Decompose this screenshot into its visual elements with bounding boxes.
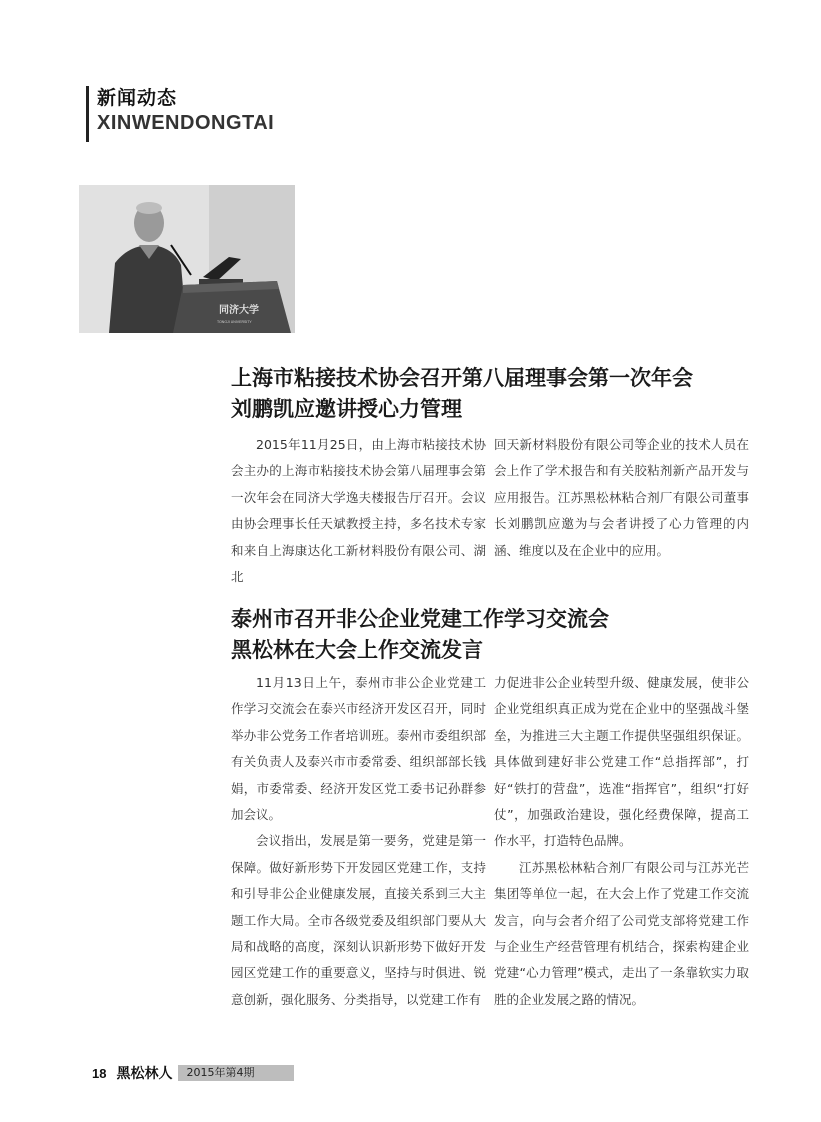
section-title-cn: 新闻动态 [97, 87, 178, 109]
lectern-sublabel: TONGJI UNIVERSITY [217, 320, 252, 324]
article1-headline-line2: 刘鹏凯应邀讲授心力管理 [231, 396, 462, 421]
article2-paragraph-2: 会议指出，发展是第一要务，党建是第一保障。做好新形势下开发园区党建工作，支持和引导非公企业健康发展，直接关系到三大主题工作大局。全市各级党委及组织部门要从大局和战略的高度，深刻认识新形势下做好开发园区党建工作的重要意义，坚持与时俱进、锐意创新，强化服务、分类指导，以党建工作有 [231, 833, 486, 1007]
article2-column-right [494, 670, 749, 1013]
lectern-label: 同济大学 [219, 305, 259, 316]
article2-headline-line2: 黑松林在大会上作交流发言 [231, 637, 483, 662]
page-number: 18 [92, 1065, 107, 1081]
section-title-en: XINWENDONGTAI [97, 112, 275, 134]
article2-headline [231, 603, 609, 665]
article2-paragraph-2-cont: 力促进非公企业转型升级、健康发展，使非公企业党组织真正成为党在企业中的坚强战斗堡垒，为推进三大主题工作提供坚强组织保证。具体做到建好非公党建工作“总指挥部”，打好“铁打的营盘”，选准“指挥官”，组织“打好仗”，加强政治建设，强化经费保障，提高工作水平，打造特色品牌。 [494, 675, 749, 849]
issue-label: 2015年第4期 [178, 1065, 294, 1081]
article1-column-right [494, 432, 749, 564]
article1-paragraph-1-cont: 回天新材料股份有限公司等企业的技术人员在会上作了学术报告和有关胶粘剂新产品开发与应用报告。江苏黑松林粘合剂厂有限公司董事长刘鹏凯应邀为与会者讲授了心力管理的内涵、维度以及在企业中的应用。 [494, 437, 749, 558]
section-header [86, 86, 274, 142]
article1-headline-line1: 上海市粘接技术协会召开第八届理事会第一次年会 [231, 365, 693, 390]
article1-column-left [231, 432, 486, 590]
article2-paragraph-3: 江苏黑松林粘合剂厂有限公司与江苏光芒集团等单位一起，在大会上作了党建工作交流发言，向与会者介绍了公司党支部将党建工作与企业生产经营管理有机结合，探索构建企业党建“心力管理”模式，走出了一条靠软实力取胜的企业发展之路的情况。 [494, 859, 749, 1007]
article2-paragraph-1: 11月13日上午，泰州市非公企业党建工作学习交流会在泰兴市经济开发区召开，同时举办非公党务工作者培训班。泰州市委组织部有关负责人及泰兴市市委常委、组织部部长钱娟，市委常委、经济开发区党工委书记孙群参加会议。 [231, 675, 486, 823]
article1-paragraph-1: 2015年11月25日，由上海市粘接技术协会主办的上海市粘接技术协会第八届理事会第一次年会在同济大学逸夫楼报告厅召开。会议由协会理事长任天斌教授主持，多名技术专家和来自上海康达化工新材料股份有限公司、湖北 [231, 437, 486, 585]
article2-column-left [231, 670, 486, 1013]
page-footer [92, 1064, 294, 1082]
article1-headline [231, 362, 693, 424]
speaker-photo [79, 185, 295, 333]
magazine-name: 黑松林人 [116, 1066, 173, 1082]
article2-headline-line1: 泰州市召开非公企业党建工作学习交流会 [231, 606, 609, 631]
